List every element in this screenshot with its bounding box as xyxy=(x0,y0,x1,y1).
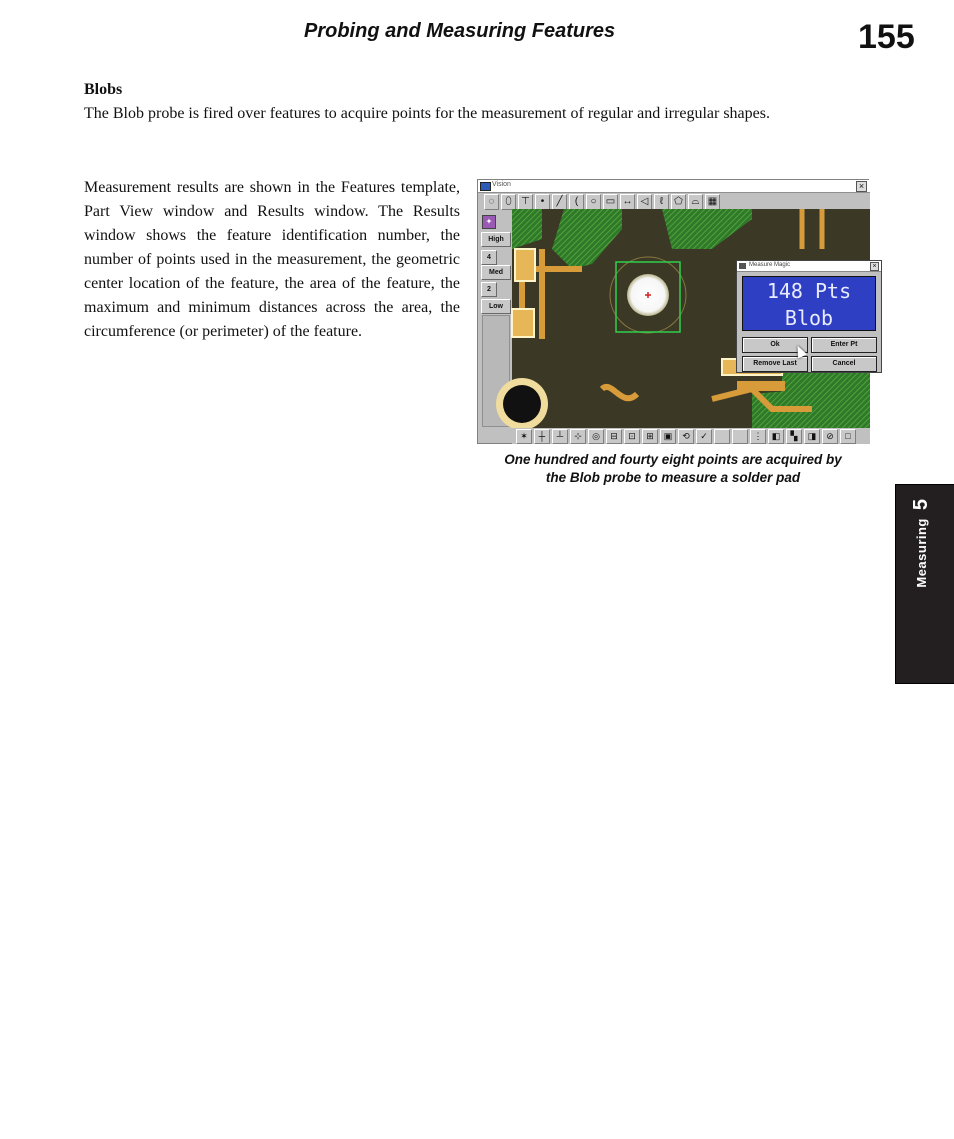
window-titlebar xyxy=(478,180,870,193)
point-icon[interactable]: • xyxy=(535,194,550,210)
box-probe-icon[interactable]: ⊟ xyxy=(606,429,622,444)
target-icon[interactable]: ◎ xyxy=(588,429,604,444)
blank-tool-2-icon[interactable] xyxy=(732,429,748,444)
dialog-icon xyxy=(739,263,746,269)
chapter-tab-content xyxy=(901,487,941,677)
chapter-tab xyxy=(895,484,954,684)
loop-icon[interactable]: ⟲ xyxy=(678,429,694,444)
feature-type: Blob xyxy=(784,306,834,330)
arc-icon[interactable]: ( xyxy=(569,194,584,210)
section-heading: Blobs xyxy=(84,81,123,98)
no-icon[interactable]: ⊘ xyxy=(822,429,838,444)
measure-magic-dialog xyxy=(736,260,882,373)
window-title: Vision xyxy=(492,181,511,188)
light-4-button[interactable]: 4 xyxy=(481,250,497,265)
body-paragraph: Measurement results are shown in the Features template, Part View window and Results window. The Results window shows the feature identification number, the number of points used in the measurement, the geometric center location of the feature, the area of the feature, the maximum and minimum distances across the area, the circumference (or perimeter) of the feature. xyxy=(84,179,460,340)
split-icon[interactable]: ⊹ xyxy=(570,429,586,444)
contrast-icon[interactable]: ◧ xyxy=(768,429,784,444)
dialog-titlebar xyxy=(737,261,881,272)
light-icon[interactable]: ✦ xyxy=(482,215,496,229)
half-icon[interactable]: ◨ xyxy=(804,429,820,444)
angle-icon[interactable]: ◁ xyxy=(637,194,652,210)
blob-icon[interactable]: ◌ xyxy=(484,194,499,210)
dialog-close-button[interactable]: × xyxy=(870,262,879,271)
dome-icon[interactable]: ⌓ xyxy=(688,194,703,210)
light-med-button[interactable]: Med xyxy=(481,265,511,280)
points-count: 148 Pts xyxy=(766,279,852,303)
slot-icon[interactable]: ▭ xyxy=(603,194,618,210)
chapter-number: 5 xyxy=(909,499,932,511)
figure-caption xyxy=(477,451,869,487)
app-icon xyxy=(480,182,491,191)
blank-tool-icon[interactable] xyxy=(714,429,730,444)
probe-toolbar xyxy=(478,193,870,209)
remove-last-button[interactable]: Remove Last xyxy=(742,356,808,372)
axis-icon[interactable]: ⋮ xyxy=(750,429,766,444)
edge-icon[interactable]: ✶ xyxy=(516,429,532,444)
light-low-button[interactable]: Low xyxy=(481,299,511,314)
caption-line-1: One hundred and fourty eight points are acquired by xyxy=(504,452,842,467)
cancel-button[interactable]: Cancel xyxy=(811,356,877,372)
gage-icon[interactable]: ▦ xyxy=(705,194,720,210)
polygon-icon[interactable]: ⬠ xyxy=(671,194,686,210)
check-icon[interactable]: ✓ xyxy=(696,429,712,444)
crosshair-icon[interactable]: ⊤ xyxy=(518,194,533,210)
caption-line-2: the Blob probe to measure a solder pad xyxy=(545,470,801,485)
light-2-button[interactable]: 2 xyxy=(481,282,497,297)
enter-pt-button[interactable]: Enter Pt xyxy=(811,337,877,353)
circle-icon[interactable]: ○ xyxy=(586,194,601,210)
intro-paragraph: The Blob probe is fired over features to acquire points for the measurement of regular and irregular shapes. xyxy=(84,105,770,122)
profile-icon[interactable]: ℓ xyxy=(654,194,669,210)
light-high-button[interactable]: High xyxy=(481,232,511,247)
points-readout xyxy=(742,276,876,331)
cross-icon[interactable]: ┼ xyxy=(534,429,550,444)
chapter-label: Measuring xyxy=(913,518,929,588)
region-icon[interactable]: ▣ xyxy=(660,429,676,444)
page-number: 155 xyxy=(858,18,915,56)
square-icon[interactable]: □ xyxy=(840,429,856,444)
line-icon[interactable]: ╱ xyxy=(552,194,567,210)
dialog-title: Measure Magic xyxy=(749,262,791,268)
window-close-button[interactable]: × xyxy=(856,181,867,192)
tools-toolbar xyxy=(512,428,870,444)
ok-button[interactable]: Ok xyxy=(742,337,808,353)
checker-icon[interactable]: ▚ xyxy=(786,429,802,444)
running-header-title: Probing and Measuring Features xyxy=(304,20,616,42)
grid-icon[interactable]: ⊞ xyxy=(642,429,658,444)
vision-screenshot xyxy=(477,179,877,444)
distance-icon[interactable]: ↔ xyxy=(620,194,635,210)
box-probe-2-icon[interactable]: ⊡ xyxy=(624,429,640,444)
tee-icon[interactable]: ┴ xyxy=(552,429,568,444)
camera-image-view[interactable] xyxy=(512,209,877,428)
ellipse-icon[interactable]: ⬯ xyxy=(501,194,516,210)
